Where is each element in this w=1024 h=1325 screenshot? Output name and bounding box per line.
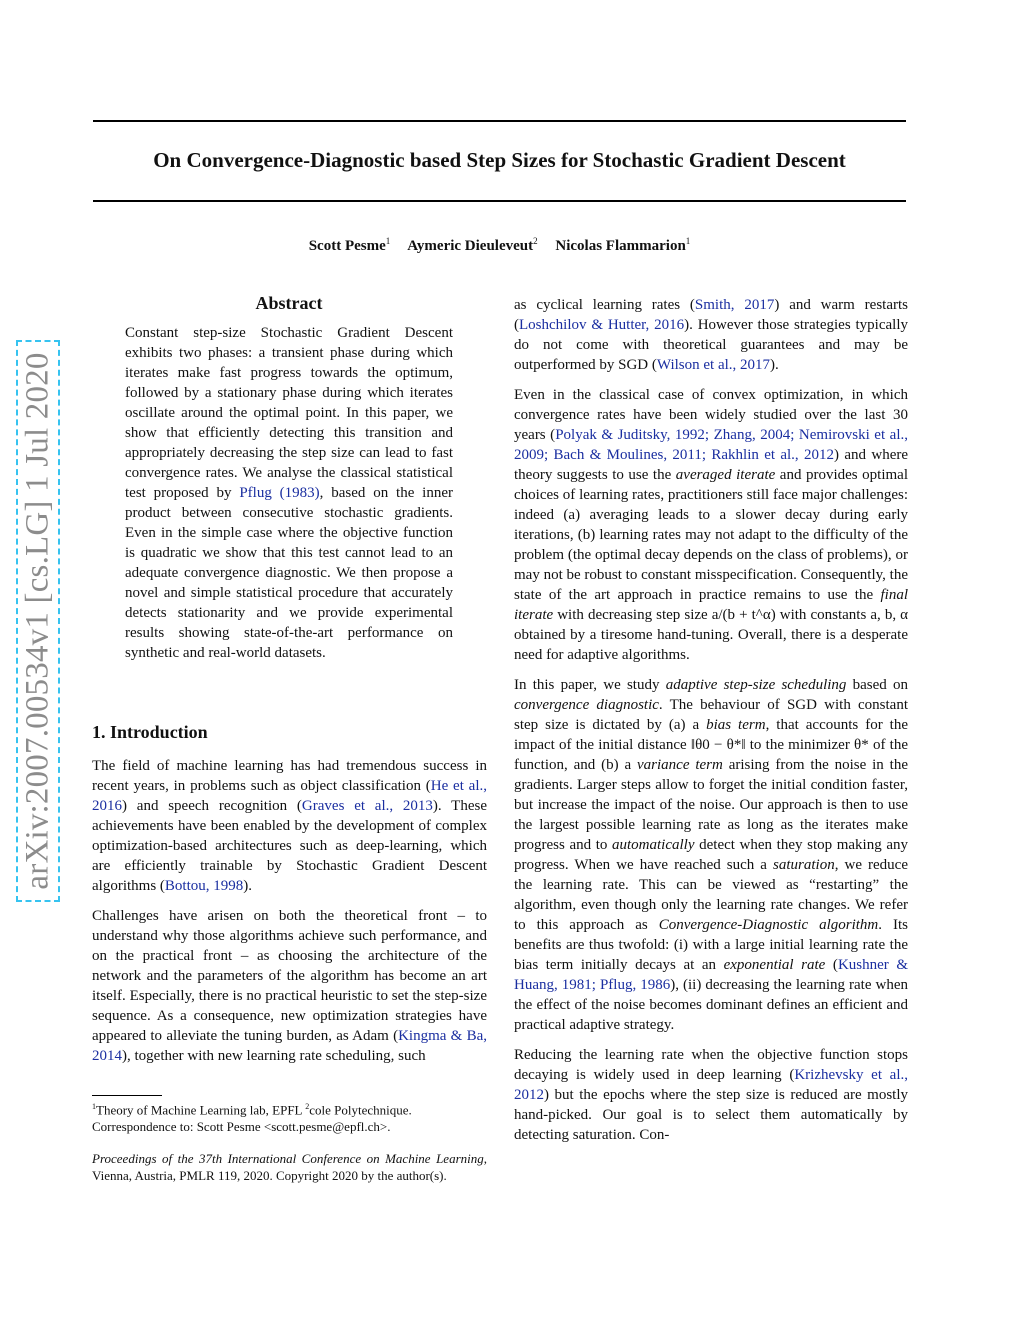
footnote-marker: 1 [92, 1102, 96, 1111]
text: ) and speech recognition ( [122, 798, 302, 814]
affiliation-footnote [92, 1098, 487, 1135]
arxiv-identifier-stamp[interactable] [16, 340, 60, 902]
paragraph [92, 906, 487, 1066]
citation-link[interactable]: Kushner & Huang, 1981; Pflug, 1986 [514, 957, 909, 993]
text: based on [846, 677, 909, 693]
author-affiliation: 1 [685, 236, 691, 246]
citation-link[interactable]: Smith, 2017 [694, 297, 775, 313]
emphasis: variance term [637, 757, 723, 773]
emphasis: Convergence-Diagnostic algorithm [658, 917, 879, 933]
emphasis: averaged iterate [675, 467, 776, 483]
citation-link[interactable]: Wilson et al., 2017 [656, 357, 771, 373]
citation-link[interactable]: Pflug (1983) [239, 485, 320, 501]
emphasis: bias term [706, 717, 766, 733]
citation-link[interactable]: Bottou, 1998 [164, 878, 244, 894]
text: In this paper, we study [514, 677, 666, 693]
emphasis: exponential rate [723, 957, 826, 973]
paragraph [514, 1045, 908, 1145]
footnote-text: cole Polytechnique. Correspondence to: Scott Pesme <scott.pesme@epfl.ch>. [92, 1102, 412, 1135]
author-affiliation: 1 [385, 236, 391, 246]
paragraph [514, 385, 908, 665]
title-rule-top [93, 120, 906, 122]
text: ). However those strategies typically do not come with theoretical guarantees and may be outperformed by SGD ( [514, 317, 908, 373]
text: ), together with new learning rate scheduling, such [122, 1048, 426, 1064]
author-name: Nicolas Flammarion [555, 238, 686, 254]
emphasis: final iterate [514, 587, 908, 623]
footnote-text: Theory of Machine Learning lab, EPFL [96, 1102, 306, 1118]
text: and provides optimal choices of learning rates, practitioners still face major challenges: indeed (a) averaging leads to a slower decay during early iterations, (b) learning rates may not adapt to the difficulty of the problem (the optimal decay depends on the class of problems), or may not be robust to constant misspecification. Consequently, the state of the art approach in practice remains to use the [514, 467, 908, 603]
author-name: Scott Pesme [308, 238, 386, 254]
text: . Its benefits are thus twofold: (i) with a large initial learning rate the bias term initially decays at an [514, 917, 909, 973]
text: ). [770, 357, 779, 373]
proceedings-note [92, 1150, 487, 1184]
proceedings-venue: Proceedings of the 37th International Conference on Machine Learning [92, 1151, 484, 1166]
text: as cyclical learning rates ( [514, 297, 695, 313]
author-affiliation: 2 [533, 236, 538, 246]
section-heading: 1. Introduction [92, 722, 208, 742]
text: Even in the classical case of convex optimization, in which convergence rates have been widely studied over the last 30 years ( [514, 387, 908, 443]
text: ) and warm restarts ( [514, 297, 908, 333]
author-name: Aymeric Dieuleveut [407, 238, 534, 254]
text: , we reduce the learning rate. This can be viewed as “restarting” the algorithm, even though only the learning rate changes. We refer to this approach as [514, 857, 908, 933]
text: Reducing the learning rate when the objective function stops decaying is widely used in deep learning ( [514, 1047, 908, 1083]
text: with decreasing step size a/(b + t^α) with constants a, b, α obtained by a tiresome hand-tuning. Overall, there is a desperate need for adaptive algorithms. [514, 607, 908, 663]
emphasis: automatically [612, 837, 695, 853]
citation-link[interactable]: He et al., 2016 [92, 778, 487, 814]
right-column [514, 295, 908, 1155]
text: . The behaviour of SGD with constant step size is dictated by (a) a [514, 697, 908, 733]
paragraph [92, 756, 487, 896]
footnote-rule [92, 1095, 162, 1096]
abstract-text: , based on the inner product between consecutive stochastic gradients. Even in the simple case where the objective function is quadratic we show that this test cannot lead to an adequate convergence diagnostic. We then propose a novel and simple statistical procedure that accurately detects stationarity and we provide experimental results showing state-of-the-art performance on synthetic and real-world datasets. [125, 485, 453, 661]
text: , that accounts for the impact of the initial distance ‖θ0 − θ*‖ to the minimizer θ* of the function, and (b) a [514, 717, 908, 773]
text: ) but the epochs where the step size is reduced are mostly hand-picked. Our goal is to select them automatically by detecting saturation. Con- [514, 1087, 908, 1143]
citation-link[interactable]: Graves et al., 2013 [301, 798, 433, 814]
paragraph [514, 295, 908, 375]
text: detect when they stop making any progress. When we have reached such a [514, 837, 909, 873]
proceedings-text: , Vienna, Austria, PMLR 119, 2020. Copyright 2020 by the author(s). [92, 1151, 487, 1183]
title-rule-bottom [93, 200, 906, 202]
arxiv-id: arXiv:2007.00534v1 [cs.LG] 1 Jul 2020 [19, 352, 56, 890]
abstract-section [125, 293, 453, 673]
emphasis: convergence diagnostic [514, 697, 659, 713]
citation-link[interactable]: Loshchilov & Hutter, 2016 [519, 317, 685, 333]
emphasis: saturation [773, 857, 835, 873]
footnote-marker: 2 [305, 1102, 310, 1111]
text: ). These achievements have been enabled by the development of complex optimization-based architectures such as deep-learning, which are efficiently trainable by Stochastic Gradient Descent algorithms ( [92, 798, 487, 894]
author-list [93, 236, 906, 255]
text: ( [825, 957, 838, 973]
citation-link[interactable]: Krizhevsky et al., 2012 [514, 1067, 908, 1103]
abstract-text: Constant step-size Stochastic Gradient Descent exhibits two phases: a transient phase during which iterates make fast progress towards the optimum, followed by a stationary phase during which iterates oscillate around the optimal point. In this paper, we show that efficiently detecting this transition and appropriately decreasing the step size can lead to fast convergence rates. We analyse the classical statistical test proposed by [125, 325, 453, 501]
introduction-section [92, 722, 487, 1076]
text: The field of machine learning has had tremendous success in recent years, in problems such as object classification ( [92, 758, 487, 794]
text: ). [243, 878, 252, 894]
paragraph [514, 675, 908, 1035]
citation-link[interactable]: Polyak & Juditsky, 1992; Zhang, 2004; Nemirovski et al., 2009; Bach & Moulines, 2011; Rakhlin et al., 2012 [514, 427, 908, 463]
abstract-body [125, 323, 453, 663]
emphasis: adaptive step-size scheduling [665, 677, 847, 693]
text: ) and where theory suggests to use the [514, 447, 908, 483]
text: arising from the noise in the gradients. Larger steps allow to forget the initial condition faster, but increase the impact of the noise. Our approach is then to use the largest possible learning rate as long as the iterates make progress and to [514, 757, 908, 853]
paper-title: On Convergence-Diagnostic based Step Sizes for Stochastic Gradient Descent [153, 148, 846, 172]
text: ), (ii) decreasing the learning rate when the effect of the noise becomes dominant defines an efficient and practical adaptive strategy. [514, 977, 908, 1033]
text: Challenges have arisen on both the theoretical front – to understand why those algorithms achieve such performance, and on the practical front – as choosing the architecture of the network and the parameters of the algorithm has become an art itself. Especially, there is no practical heuristic to set the step-size sequence. As a consequence, new optimization strategies have appeared to alleviate the tuning burden, as Adam ( [92, 908, 487, 1044]
citation-link[interactable]: Kingma & Ba, 2014 [92, 1028, 488, 1064]
abstract-heading: Abstract [255, 293, 323, 313]
